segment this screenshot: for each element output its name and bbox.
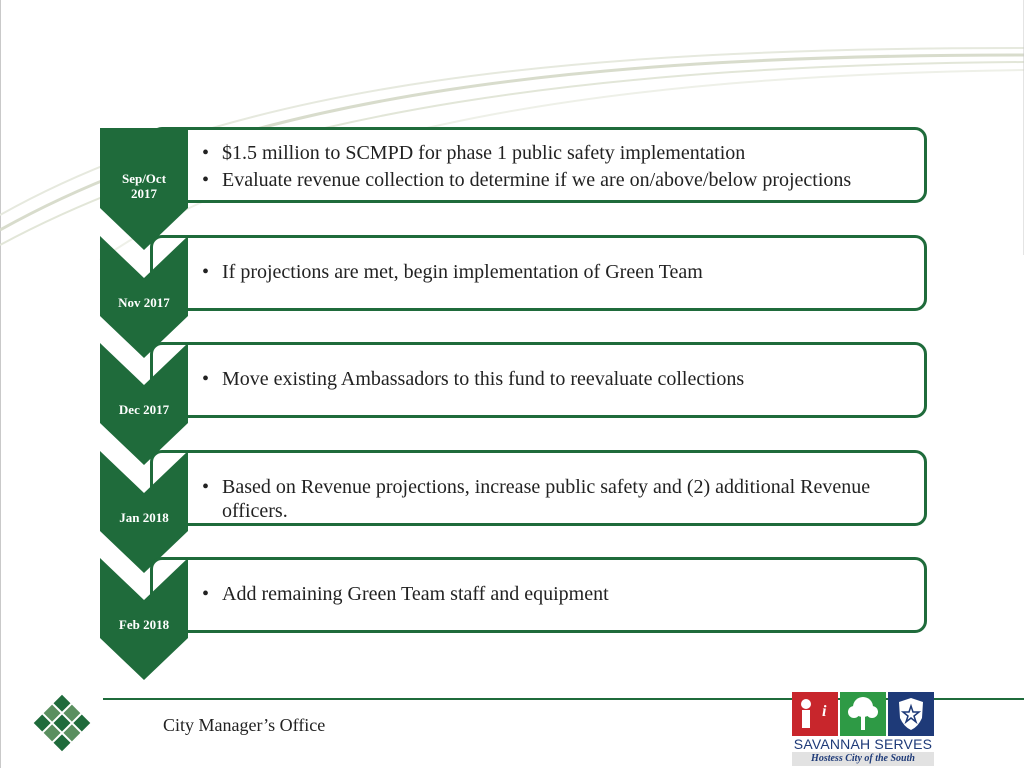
date-label: Jan 2018: [119, 510, 169, 525]
police-badge-icon: [888, 692, 934, 736]
date-chevron: [100, 558, 188, 680]
date-chevron: [100, 236, 188, 358]
bullet-item: • Based on Revenue projections, increase public safety and (2) additional Revenue officers.: [200, 475, 920, 523]
bullet-list: [200, 475, 920, 526]
tree-icon: [840, 692, 886, 736]
brand-tiles: [792, 692, 934, 738]
date-chevron: [100, 128, 188, 250]
date-label: Dec 2017: [118, 402, 170, 417]
timeline-box: [150, 450, 927, 526]
brand-name: SAVANNAH SERVES: [793, 736, 933, 752]
footer-office-label: City Manager’s Office: [163, 715, 326, 735]
date-label: Nov 2017: [118, 295, 170, 310]
bullet-list: [200, 141, 920, 195]
bullet-list: [200, 582, 920, 609]
bullet-item: • If projections are met, begin implementation of Green Team: [200, 260, 920, 284]
bullet-item: • Add remaining Green Team staff and equipment: [200, 582, 920, 606]
date-chevron: [100, 343, 188, 465]
timeline-box: [150, 235, 927, 311]
timeline-box: [150, 342, 927, 418]
diamond-logo-icon: [32, 694, 92, 752]
bullet-item: • $1.5 million to SCMPD for phase 1 public safety implementation: [200, 141, 920, 165]
timeline-box: [150, 557, 927, 633]
timeline-box: [150, 127, 927, 203]
information-person-icon: [792, 692, 838, 736]
bullet-item: • Evaluate revenue collection to determine if we are on/above/below projections: [200, 168, 920, 192]
bullet-list: [200, 260, 920, 287]
svg-text:i: i: [822, 703, 827, 720]
brand-tagline: Hostess City of the South: [792, 752, 934, 766]
date-label: Feb 2018: [118, 617, 170, 632]
date-chevron: [100, 451, 188, 573]
savannah-serves-logo: [792, 692, 934, 768]
bullet-list: [200, 367, 920, 394]
date-label: Sep/Oct 2017: [121, 171, 167, 201]
bullet-item: • Move existing Ambassadors to this fund to reevaluate collections: [200, 367, 920, 391]
